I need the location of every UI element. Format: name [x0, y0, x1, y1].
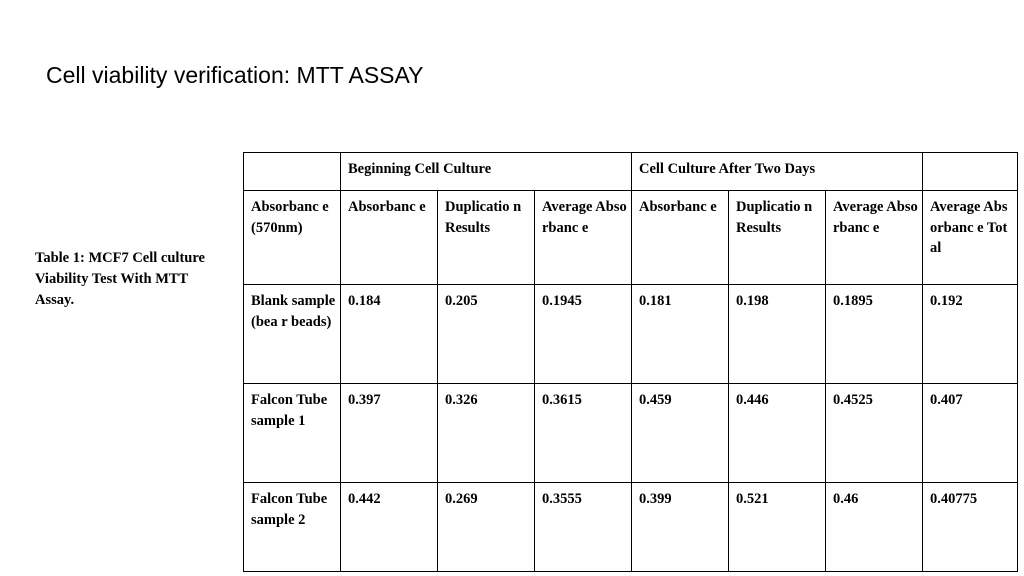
table-cell: 0.446	[729, 384, 826, 483]
column-header: Average Absorbanc e	[826, 191, 923, 285]
table-cell: 0.521	[729, 483, 826, 572]
column-header-row	[244, 191, 1018, 285]
row-label: Falcon Tube sample 1	[244, 384, 341, 483]
column-header: Average Absorbanc e	[535, 191, 632, 285]
group-header-empty	[923, 153, 1018, 191]
table-cell: 0.40775	[923, 483, 1018, 572]
table-cell: 0.184	[341, 285, 438, 384]
column-header: Duplicatio n Results	[438, 191, 535, 285]
table-cell: 0.46	[826, 483, 923, 572]
caption-line: Assay.	[35, 292, 75, 308]
caption-line: Table 1: MCF7 Cell culture	[35, 250, 205, 266]
table-cell: 0.3555	[535, 483, 632, 572]
table-cell: 0.442	[341, 483, 438, 572]
group-header-empty	[244, 153, 341, 191]
table-cell: 0.198	[729, 285, 826, 384]
table-row	[244, 384, 1018, 483]
row-label: Falcon Tube sample 2	[244, 483, 341, 572]
table-cell: 0.3615	[535, 384, 632, 483]
table-cell: 0.407	[923, 384, 1018, 483]
group-header-row	[244, 153, 1018, 191]
table-row	[244, 285, 1018, 384]
table-cell: 0.1895	[826, 285, 923, 384]
table-cell: 0.326	[438, 384, 535, 483]
table-cell: 0.205	[438, 285, 535, 384]
mtt-results-table	[243, 152, 1018, 572]
column-header: Average Absorbanc e Total	[923, 191, 1018, 285]
column-header: Absorbanc e(570nm)	[244, 191, 341, 285]
table-cell: 0.399	[632, 483, 729, 572]
table-caption	[35, 248, 240, 311]
slide-title: Cell viability verification: MTT ASSAY	[46, 62, 424, 88]
group-header-beginning: Beginning Cell Culture	[341, 153, 632, 191]
table-cell: 0.397	[341, 384, 438, 483]
caption-line: Viability Test With MTT	[35, 271, 189, 287]
group-header-after-two-days: Cell Culture After Two Days	[632, 153, 923, 191]
table-cell: 0.459	[632, 384, 729, 483]
table-cell: 0.192	[923, 285, 1018, 384]
table-row	[244, 483, 1018, 572]
table-cell: 0.1945	[535, 285, 632, 384]
table-cell: 0.4525	[826, 384, 923, 483]
column-header: Duplicatio n Results	[729, 191, 826, 285]
table-cell: 0.181	[632, 285, 729, 384]
column-header: Absorbanc e	[341, 191, 438, 285]
row-label: Blank sample(bea r beads)	[244, 285, 341, 384]
table-cell: 0.269	[438, 483, 535, 572]
column-header: Absorbanc e	[632, 191, 729, 285]
